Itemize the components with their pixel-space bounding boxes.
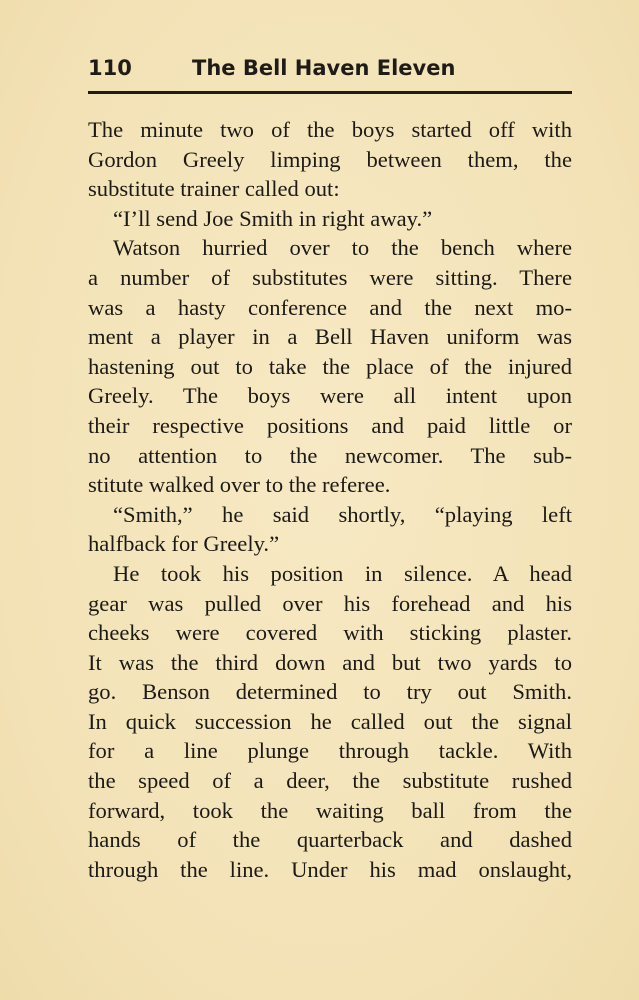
running-head — [88, 52, 572, 86]
text-line: hastening out to take the place of the injured — [88, 353, 572, 379]
text-line: was a hasty conference and the next mo- — [88, 294, 572, 320]
text-line: He took his position in silence. A head — [113, 560, 572, 586]
page-number: 110 — [88, 56, 132, 80]
text-line: no attention to the newcomer. The sub- — [88, 442, 572, 468]
header-rule — [88, 91, 572, 94]
text-line: The minute two of the boys started off with — [88, 117, 572, 142]
text-line: substitute trainer called out: — [88, 176, 340, 202]
text-line: hands of the quarterback and dashed — [88, 827, 572, 853]
text-line: Greely. The boys were all intent upon — [88, 383, 572, 409]
text-line: Gordon Greely limping between them, the — [88, 146, 572, 172]
text-line: their respective positions and paid little or — [88, 412, 572, 438]
text-line: gear was pulled over his forehead and his — [88, 590, 572, 616]
text-line: stitute walked over to the referee. — [88, 472, 391, 498]
text-line: “I’ll send Joe Smith in right away.” — [113, 205, 433, 231]
text-line: go. Benson determined to try out Smith. — [88, 679, 572, 705]
text-line: cheeks were covered with sticking plaster. — [88, 620, 572, 646]
body-text — [88, 115, 572, 884]
text-line: through the line. Under his mad onslaught, — [88, 856, 572, 882]
text-line: “Smith,” he said shortly, “playing left — [113, 501, 572, 527]
text-line: the speed of a deer, the substitute rushed — [88, 768, 572, 794]
text-line: Watson hurried over to the bench where — [113, 235, 572, 261]
text-line: ment a player in a Bell Haven uniform was — [88, 324, 572, 350]
text-line: In quick succession he called out the signal — [88, 708, 572, 734]
text-line: It was the third down and but two yards to — [88, 649, 572, 675]
text-line: forward, took the waiting ball from the — [88, 797, 572, 823]
text-line: a number of substitutes were sitting. There — [88, 264, 572, 290]
text-line: halfback for Greely.” — [88, 531, 280, 557]
running-title: The Bell Haven Eleven — [192, 56, 456, 80]
text-line: for a line plunge through tackle. With — [88, 738, 572, 764]
